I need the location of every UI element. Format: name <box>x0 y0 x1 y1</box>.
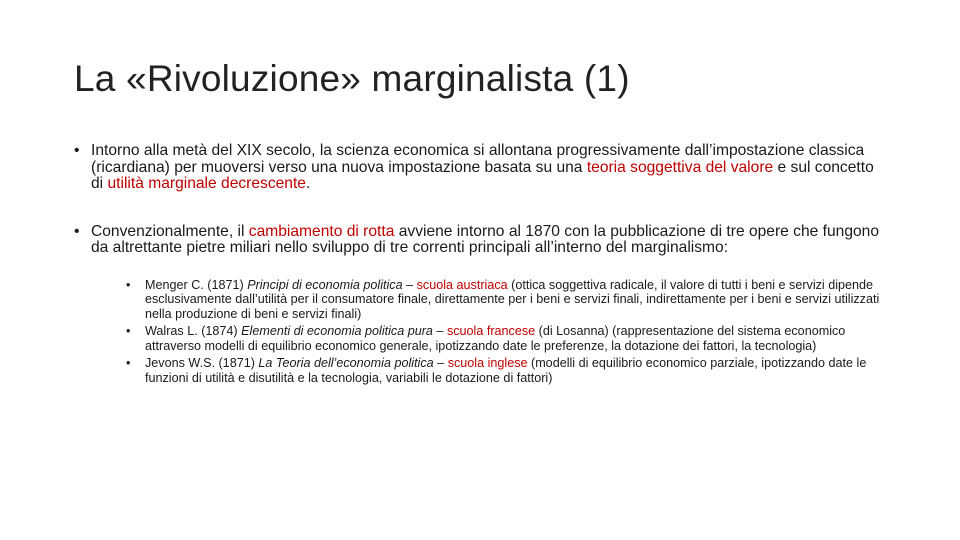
bullet-text: e sul concetto di <box>91 158 874 192</box>
dash-text: – <box>433 356 448 371</box>
bullet-dot-icon: • <box>74 142 80 159</box>
sub-bullet-item <box>126 278 901 322</box>
bullet-list <box>74 143 889 417</box>
dash-text: – <box>432 324 447 339</box>
author-text: Menger C. (1871) <box>145 277 248 292</box>
highlight-text: teoria soggettiva del valore <box>586 158 774 176</box>
school-name: scuola francese <box>446 324 536 339</box>
bullet-dot-icon: • <box>126 324 131 339</box>
bullet-dot-icon: • <box>74 222 80 240</box>
author-text: Walras L. (1874) <box>145 324 242 339</box>
author-text: Jevons W.S. (1871) <box>145 356 259 371</box>
work-title: Elementi di economia politica pura <box>241 324 433 339</box>
description-text: (ottica soggettiva radicale, il valore di tutti i beni e servizi dipende esclusivamente dall’utilità per il consumatore finale, direttamente per i beni e servizi finali, indirettamente per i beni e servizi utilizzati nella produzione di beni e servizi finali) <box>145 277 880 321</box>
bullet-dot-icon: • <box>126 356 131 371</box>
bullet-text: . <box>305 175 311 192</box>
highlight-text: utilità marginale decrescente <box>107 175 306 192</box>
description-text: (di Losanna) (rappresentazione del sistema economico attraverso modelli di equilibrio economico generale, ipotizzando date le preferenze, la dotazione dei fattori, la tecnologia) <box>145 324 846 353</box>
description-text: (modelli di equilibrio economico parziale, ipotizzando date le funzioni di utilità e disutilità e la tecnologia, variabili le dotazione di fattori) <box>145 356 867 386</box>
bullet-item <box>74 143 889 193</box>
bullet-dot-icon: • <box>126 277 131 292</box>
slide-title: La «Rivoluzione» marginalista (1) <box>74 58 630 99</box>
sub-bullet-item <box>126 356 901 385</box>
bullet-text: Convenzionalmente, il <box>91 222 249 240</box>
work-title: La Teoria dell’economia politica <box>258 356 434 371</box>
sub-bullet-item <box>126 324 901 353</box>
highlight-text: cambiamento di rotta <box>248 222 395 240</box>
dash-text: – <box>402 277 417 292</box>
school-name: scuola inglese <box>447 356 528 371</box>
bullet-item <box>74 224 889 386</box>
bullet-text: Intorno alla metà del XIX secolo, la scienza economica si allontana progressivamente dall’impostazione classica (ricardiana) per muoversi verso una nuova impostazione basata su una <box>91 142 865 176</box>
work-title: Principi di economia politica <box>247 277 403 292</box>
sub-bullet-list <box>126 278 901 386</box>
school-name: scuola austriaca <box>416 277 508 292</box>
bullet-text: avviene intorno al 1870 con la pubblicazione di tre opere che fungono da altrettante pietre miliari nello sviluppo di tre correnti principali all’interno del marginalismo: <box>91 222 880 256</box>
